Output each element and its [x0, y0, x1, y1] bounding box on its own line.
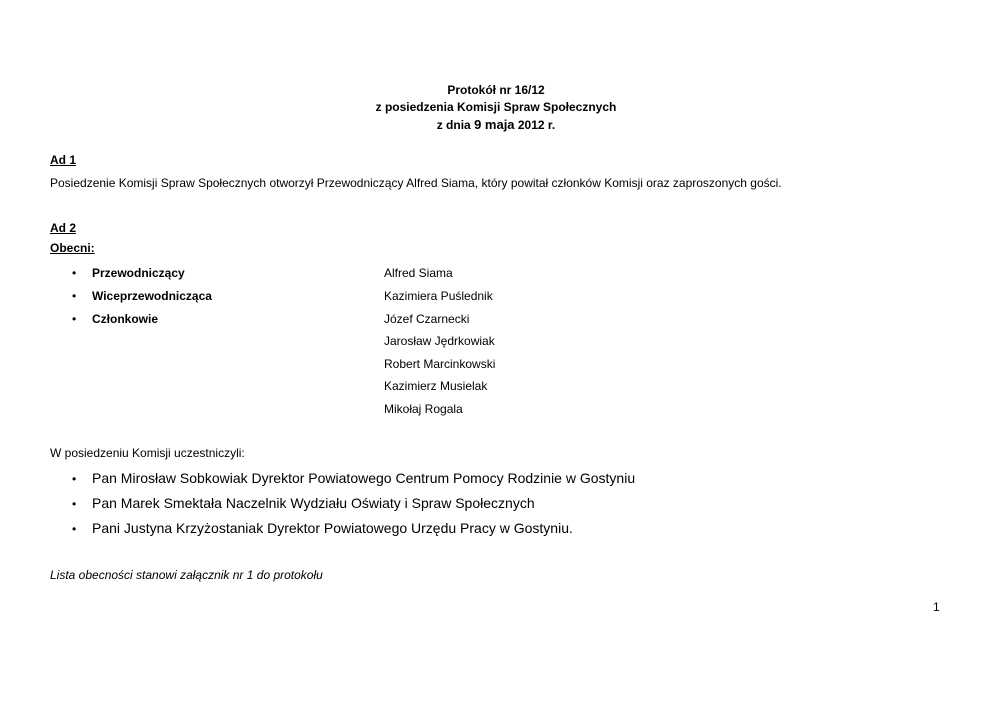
guest-item: Pan Marek Smektała Naczelnik Wydziału Oświaty i Spraw Społecznych [92, 495, 535, 511]
role-chairman-name: Alfred Siama [384, 266, 453, 280]
bullet-icon: • [72, 522, 77, 536]
bullet-icon: • [72, 289, 77, 303]
protocol-date-year: 2012 r. [514, 118, 556, 132]
protocol-date [0, 116, 992, 134]
member-name: Kazimierz Musielak [384, 379, 488, 393]
guest-item: Pan Mirosław Sobkowiak Dyrektor Powiatowego Centrum Pomocy Rodzinie w Gostyniu [92, 470, 636, 486]
role-chairman: Przewodniczący [92, 266, 185, 280]
guest-item: Pani Justyna Krzyżostaniak Dyrektor Powiatowego Urzędu Pracy w Gostyniu. [92, 520, 573, 536]
protocol-title: Protokół nr 16/12 [447, 83, 545, 97]
ad1-heading: Ad 1 [50, 153, 77, 167]
ad1-text: Posiedzenie Komisji Spraw Społecznych otworzył Przewodniczący Alfred Siama, który powitał członków Komisji oraz zaproszonych gości. [50, 176, 782, 190]
protocol-date-day: 9 maja [474, 117, 515, 132]
member-name: Jarosław Jędrkowiak [384, 334, 495, 348]
attendance-note: Lista obecności stanowi załącznik nr 1 do protokołu [50, 568, 323, 582]
page-number: 1 [933, 600, 940, 614]
bullet-icon: • [72, 472, 77, 486]
bullet-icon: • [72, 497, 77, 511]
role-members: Członkowie [92, 312, 159, 326]
role-vice-chair-name: Kazimiera Puślednik [384, 289, 493, 303]
guests-intro: W posiedzeniu Komisji uczestniczyli: [50, 446, 245, 460]
protocol-subtitle: z posiedzenia Komisji Spraw Społecznych [375, 100, 617, 114]
ad2-heading: Ad 2 [50, 221, 77, 235]
bullet-icon: • [72, 312, 77, 326]
member-name: Józef Czarnecki [384, 312, 470, 326]
member-name: Mikołaj Rogala [384, 402, 463, 416]
protocol-date-prefix: z dnia [436, 118, 475, 132]
bullet-icon: • [72, 266, 77, 280]
role-vice-chair: Wiceprzewodnicząca [92, 289, 212, 303]
member-name: Robert Marcinkowski [384, 357, 496, 371]
present-label: Obecni: [50, 241, 95, 255]
